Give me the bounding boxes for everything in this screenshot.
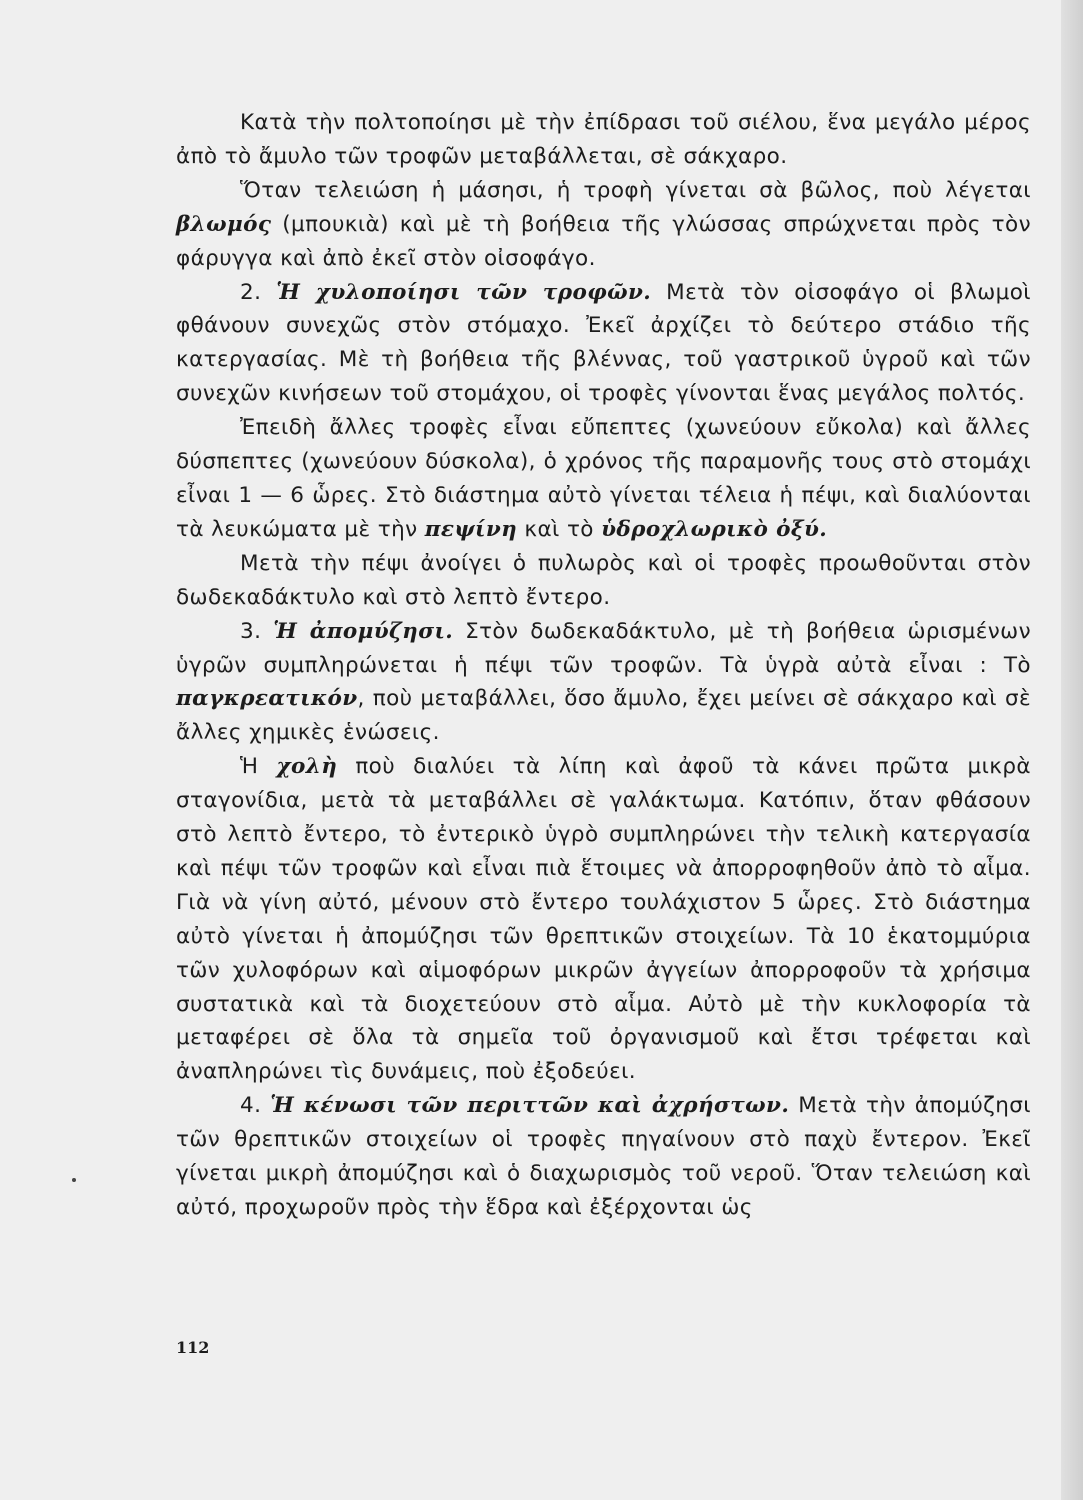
emphasis-term: παγκρεατικόν	[176, 686, 358, 712]
page-number: 112	[176, 1338, 210, 1357]
text-run: 2.	[240, 279, 277, 305]
paragraph-8	[176, 1089, 1031, 1225]
print-speck	[72, 1178, 76, 1182]
text-run: Κατὰ τὴν πολτοποίησι μὲ τὴν ἐπίδρασι τοῦ σιέλου, ἕνα μεγάλο μέρος ἀπὸ τὸ ἄμυλο τῶν τροφῶν μεταβάλλεται, σὲ σάκχαρο.	[176, 110, 1031, 169]
paragraph-3	[176, 276, 1031, 412]
emphasis-term: βλωμός	[176, 211, 272, 237]
emphasis-term: Ἡ ἀπομύζησι.	[273, 618, 454, 644]
paragraph-4	[176, 411, 1031, 547]
emphasis-term: χολὴ	[276, 754, 338, 780]
text-run: καὶ τὸ	[517, 516, 602, 542]
text-run: 4.	[240, 1093, 271, 1119]
paragraph-1	[176, 106, 1031, 174]
paragraph-6	[176, 615, 1031, 751]
text-run: ποὺ διαλύει τὰ λίπη καὶ ἀφοῦ τὰ κάνει πρῶτα μικρὰ σταγονίδια, μετὰ τὰ μεταβάλλει σὲ γαλάκτωμα. Κατόπιν, ὅταν φθάσουν στὸ λεπτὸ ἔντερο, τὸ ἐντερικὸ ὑγρὸ συμπληρώνει τὴν τελικὴ κατεργασία καὶ πέψι τῶν τροφῶν καὶ εἶναι πιὰ ἕτοιμες νὰ ἀπορροφηθοῦν ἀπὸ τὸ αἷμα. Γιὰ νὰ γίνη αὐτό, μένουν στὸ ἔντερο τουλάχιστον 5 ὧρες. Στὸ διάστημα αὐτὸ γίνεται ἡ ἀπομύζησι τῶν θρεπτικῶν στοιχείων. Τὰ 10 ἑκατομμύρια τῶν χυλοφόρων καὶ αἱμοφόρων μικρῶν ἀγγείων ἀπορροφοῦν τὰ χρήσιμα συστατικὰ καὶ τὰ διοχετεύουν στὸ αἷμα. Αὐτὸ μὲ τὴν κυκλοφορία τὰ μεταφέρει σὲ ὅλα τὰ σημεῖα τοῦ ὀργανισμοῦ καὶ ἔτσι τρέφεται καὶ ἀναπληρώνει τὶς δυνάμεις, ποὺ ἐξοδεύει.	[176, 754, 1031, 1085]
text-run: Ἡ	[240, 754, 277, 780]
page-edge-shadow	[1061, 0, 1083, 1500]
text-run: Μετὰ τὴν πέψι ἀνοίγει ὁ πυλωρὸς καὶ οἱ τροφὲς προωθοῦνται στὸν δωδεκαδάκτυλο καὶ στὸ λεπτὸ ἔντερο.	[176, 550, 1031, 610]
text-run: Στὸν δωδεκαδάκτυλο, μὲ τὴ βοήθεια ὡρισμένων ὑγρῶν συμπληρώνεται ἡ πέψι τῶν τροφῶν. Τὰ ὑγρὰ αὐτὰ εἶναι : Τὸ	[176, 618, 1031, 678]
paragraph-5	[176, 547, 1031, 615]
text-run: (μπουκιὰ) καὶ μὲ τὴ βοήθεια τῆς γλώσσας σπρώχνεται πρὸς τὸν φάρυγγα καὶ ἀπὸ ἐκεῖ στὸν οἰσοφάγο.	[176, 211, 1031, 271]
text-run: Μετὰ τὸν οἰσοφάγο οἱ βλωμοὶ φθάνουν συνεχῶς στὸν στόμαχο. Ἐκεῖ ἀρχίζει τὸ δεύτερο στάδιο τῆς κατεργασίας. Μὲ τὴ βοήθεια τῆς βλέννας, τοῦ γαστρικοῦ ὑγροῦ καὶ τῶν συνεχῶν κινήσεων τοῦ στομάχου, οἱ τροφὲς γίνονται ἕνας μεγάλος πολτός.	[176, 279, 1031, 407]
body-text	[176, 106, 1031, 1225]
text-run: , ποὺ μεταβάλλει, ὅσο ἄμυλο, ἔχει μείνει σὲ σάκχαρο καὶ σὲ ἄλλες χημικὲς ἑνώσεις.	[176, 686, 1031, 746]
emphasis-term: πεψίνη	[424, 516, 518, 542]
emphasis-term: Ἡ χυλοποίησι τῶν τροφῶν.	[276, 279, 652, 305]
emphasis-term: Ἡ κένωσι τῶν περιττῶν καὶ ἀχρήστων.	[270, 1093, 790, 1119]
text-run: 3.	[240, 618, 274, 644]
paragraph-7	[176, 750, 1031, 1089]
text-run: Μετὰ τὴν ἀπομύζησι τῶν θρεπτικῶν στοιχείων οἱ τροφὲς πηγαίνουν στὸ παχὺ ἔντερον. Ἐκεῖ γίνεται μικρὴ ἀπομύζησι καὶ ὁ διαχωρισμὸς τοῦ νεροῦ. Ὅταν τελειώση καὶ αὐτό, προχωροῦν πρὸς τὴν ἕδρα καὶ ἐξέρχονται ὡς	[176, 1093, 1031, 1220]
text-run: Ἐπειδὴ ἄλλες τροφὲς εἶναι εὔπεπτες (χωνεύουν εὔκολα) καὶ ἄλλες δύσπεπτες (χωνεύουν δύσκολα), ὁ χρόνος τῆς παραμονῆς τους στὸ στομάχι εἶναι 1 — 6 ὧρες. Στὸ διάστημα αὐτὸ γίνεται τέλεια ἡ πέψι, καὶ διαλύονται τὰ λευκώματα μὲ τὴν	[176, 415, 1031, 542]
text-run: Ὅταν τελειώση ἡ μάσησι, ἡ τροφὴ γίνεται σὰ βῶλος, ποὺ λέγεται	[240, 177, 1031, 203]
paragraph-2	[176, 174, 1031, 276]
emphasis-term: ὑδροχλωρικὸ ὀξύ.	[601, 516, 828, 542]
